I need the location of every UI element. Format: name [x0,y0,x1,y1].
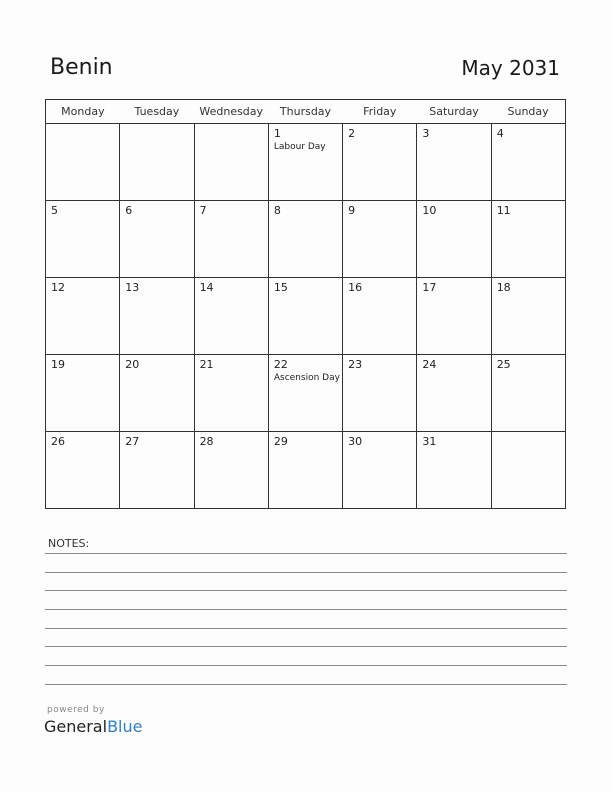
day-cell [491,355,565,432]
day-cell [343,278,417,355]
day-cell [343,124,417,201]
day-number [492,432,565,435]
note-line [45,572,567,573]
day-cell [417,278,491,355]
day-number: 6 [125,204,133,217]
day-cell [417,432,491,509]
weekday-sunday: Sunday [491,100,565,124]
week-row [46,278,566,355]
day-cell [417,355,491,432]
day-number: 2 [348,127,356,140]
day-cell [120,124,194,201]
note-line [45,609,567,610]
day-cell [491,278,565,355]
day-cell [343,432,417,509]
note-line [45,628,567,629]
day-cell [194,124,268,201]
week-row [46,201,566,278]
month-year-title: May 2031 [461,56,560,80]
day-cell [417,124,491,201]
powered-by-text: powered by [47,705,105,715]
brand-blue: Blue [107,717,143,736]
day-number: 3 [422,127,430,140]
day-number: 29 [273,435,288,448]
day-cell [268,124,342,201]
day-number: 13 [125,281,140,294]
day-number: 9 [348,204,356,217]
notes-label: NOTES: [48,537,90,550]
day-cell [268,355,342,432]
day-cell [343,355,417,432]
day-number: 5 [51,204,58,217]
weekday-tuesday: Tuesday [120,100,194,124]
day-number: 28 [199,435,214,448]
day-cell [46,278,120,355]
day-cell [194,355,268,432]
day-cell [268,201,342,278]
day-cell [491,201,565,278]
day-number: 18 [496,281,511,294]
day-number: 7 [199,204,207,217]
day-number: 19 [51,358,65,371]
day-number: 14 [199,281,214,294]
day-cell [194,432,268,509]
day-cell [120,355,194,432]
day-number: 8 [273,204,281,217]
day-number: 26 [51,435,65,448]
note-line [45,665,567,666]
day-cell [46,355,120,432]
weekday-thursday: Thursday [268,100,342,124]
day-number: 17 [422,281,437,294]
day-cell [268,432,342,509]
note-line [45,646,567,647]
day-number [46,124,119,127]
day-cell [120,278,194,355]
day-number: 24 [422,358,437,371]
holiday-label: Ascension Day [273,373,340,383]
week-row [46,124,566,201]
weekday-monday: Monday [46,100,120,124]
day-cell [491,124,565,201]
day-cell [268,278,342,355]
holiday-label: Labour Day [273,142,326,152]
week-row [46,355,566,432]
day-cell [194,278,268,355]
weekday-wednesday: Wednesday [194,100,268,124]
day-cell [417,201,491,278]
day-number: 20 [125,358,140,371]
day-number: 16 [348,281,363,294]
country-title: Benin [50,55,113,80]
day-number: 1 [273,127,281,140]
day-number: 25 [496,358,511,371]
day-number: 22 [273,358,288,371]
day-number: 31 [422,435,437,448]
weekday-friday: Friday [343,100,417,124]
brand-logo [44,717,142,736]
day-number: 27 [125,435,140,448]
weekday-header-row [46,100,566,124]
day-number: 4 [496,127,504,140]
day-cell [120,201,194,278]
day-number: 12 [51,281,65,294]
weekday-saturday: Saturday [417,100,491,124]
week-row [46,432,566,509]
day-number: 10 [422,204,437,217]
brand-general: General [44,717,108,736]
day-number: 21 [199,358,214,371]
day-number: 23 [348,358,363,371]
day-cell [120,432,194,509]
day-number: 11 [496,204,511,217]
calendar-grid [45,99,566,509]
day-number [120,124,193,127]
day-cell [46,432,120,509]
day-cell [46,124,120,201]
day-cell [194,201,268,278]
day-number [195,124,268,127]
note-line [45,590,567,591]
day-number: 15 [273,281,288,294]
day-cell [343,201,417,278]
note-line [45,684,567,685]
day-cell [46,201,120,278]
day-number: 30 [348,435,363,448]
note-line [45,553,567,554]
day-cell [491,432,565,509]
